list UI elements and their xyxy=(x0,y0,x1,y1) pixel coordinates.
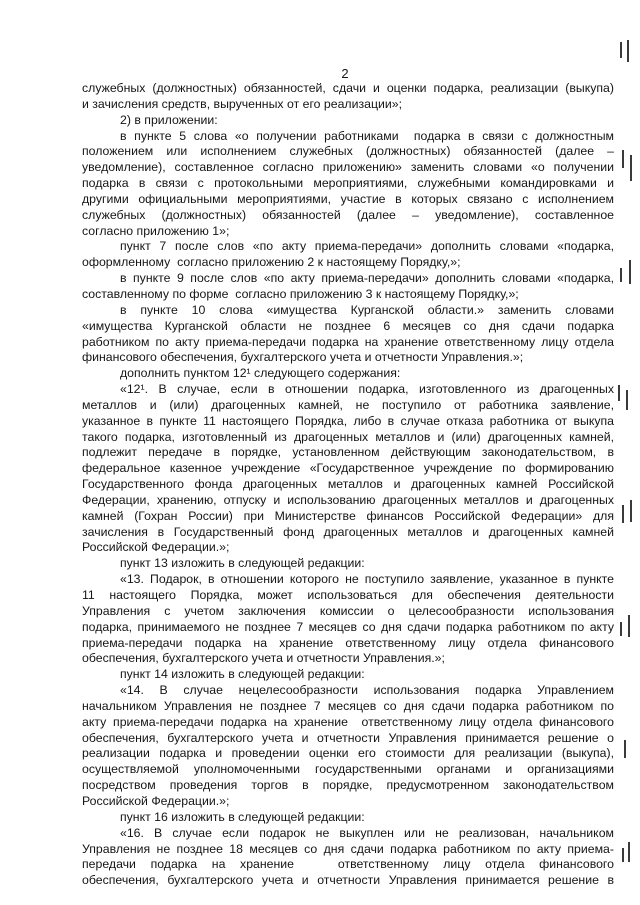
scan-edge-artifacts xyxy=(600,0,640,905)
scan-mark xyxy=(627,40,629,62)
text-line: финансового обеспечения, бухгалтерского учета и отчетности Управления.»; xyxy=(82,350,524,365)
text-line: осуществляемой уполномоченными государственными органами и организациями xyxy=(82,762,614,777)
scan-mark xyxy=(628,842,630,862)
text-line: акту приема-передачи подарка на хранение ответственному лицу отдела финансового xyxy=(82,714,614,729)
text-line: пункт 16 изложить в следующей редакции: xyxy=(120,809,365,824)
text-line: Российской Федерации.»; xyxy=(82,540,230,555)
scan-mark xyxy=(628,615,630,637)
text-line: дополнить пунктом 12¹ следующего содержания: xyxy=(120,366,401,381)
scan-mark xyxy=(622,848,624,862)
text-line: оформленному согласно приложению 2 к настоящему Порядку,»; xyxy=(82,255,461,270)
text-line: такого подарка, изготовленный из драгоценных металлов и (или) драгоценных камней, xyxy=(82,429,614,444)
text-line: Российской Федерации.»; xyxy=(82,793,230,808)
text-line: федеральное казенное учреждение «Государственное учреждение по формированию xyxy=(82,461,614,476)
text-line: камней (Гохран России) при Министерстве финансов Российской Федерации» для xyxy=(82,508,614,523)
text-line: уведомление), составленное согласно приложению» заменить словами «о получении xyxy=(82,160,614,175)
text-line: «16. В случае если подарок не выкуплен или не реализован, начальником xyxy=(120,825,614,840)
text-line: подарка в связи с протокольными мероприятиями, служебными командировками и xyxy=(82,176,614,191)
scan-mark xyxy=(622,505,624,523)
text-line: пункт 14 изложить в следующей редакции: xyxy=(120,667,365,682)
text-line: согласно приложению 1»; xyxy=(82,223,230,238)
text-line: составленному по форме согласно приложению 3 к настоящему Порядку,»; xyxy=(82,286,519,301)
scan-mark xyxy=(624,740,626,758)
text-line: работником по акту приема-передачи подарка на хранение ответственному лицу отдела xyxy=(82,334,614,349)
text-line: 2) в приложении: xyxy=(120,112,218,127)
text-line: «14. В случае нецелесообразности использования подарка Управлением xyxy=(120,683,614,698)
text-line: обеспечения, бухгалтерского учета и отчетности Управления.»; xyxy=(82,651,445,666)
text-line: и зачисления средств, вырученных от его реализации»; xyxy=(82,96,402,111)
text-line: «12¹. В случае, если в отношении подарка, изготовленного из драгоценных xyxy=(120,382,614,397)
scan-mark xyxy=(630,500,632,522)
text-line: пункт 13 изложить в следующей редакции: xyxy=(120,556,365,571)
text-line: приема-передачи подарка на хранение ответственному лицу отдела финансового xyxy=(82,635,614,650)
text-line: «имущества Курганской области не позднее 6 месяцев со дня сдачи подарка xyxy=(82,318,614,333)
text-line: подлежит передаче в порядке, установленном действующим законодательством, в xyxy=(82,445,614,460)
text-line: металлов и (или) драгоценных камней, не поступило от работника заявление, xyxy=(82,397,614,412)
text-line: подарка, принимаемого не позднее 7 месяцев со дня сдачи подарка работником по акту xyxy=(82,619,614,634)
scan-mark xyxy=(629,260,631,284)
scan-mark xyxy=(622,150,624,168)
text-line: посредством проведения торгов в порядке, предусмотренном законодательством xyxy=(82,778,614,793)
document-body xyxy=(82,81,614,889)
text-line: Управления не позднее 18 месяцев со дня сдачи подарка работником по акту приема- xyxy=(82,841,614,856)
text-line: пункт 7 после слов «по акту приема-передачи» дополнить словами «подарка, xyxy=(120,239,614,254)
text-line: Управления с учетом заключения комиссии о целесообразности использования xyxy=(82,603,614,618)
text-line: обеспечения, бухгалтерского учета и отчетности Управления принимается решение в xyxy=(82,873,614,888)
text-line: в пункте 10 слова «имущества Курганской области.» заменить словами xyxy=(120,302,614,317)
text-line: начальником Управления не позднее 7 месяцев со дня сдачи подарка работником по xyxy=(82,698,614,713)
text-line: положением или исполнением служебных (должностных) обязанностей (далее – xyxy=(82,144,614,159)
text-line: «13. Подарок, в отношении которого не поступило заявление, указанное в пункте xyxy=(120,572,614,587)
text-line: другими официальными мероприятиями, участие в которых связано с исполнением xyxy=(82,191,614,206)
text-line: служебных (должностных) обязанностей, сдачи и оценки подарка, реализации (выкупа) xyxy=(82,81,614,95)
text-line: указанное в пункте 11 настоящего Порядка, либо в случае отказа работника от выкупа xyxy=(82,413,614,428)
text-line: Федерации, хранению, отпуску и использованию драгоценных металлов и драгоценных xyxy=(82,492,614,507)
text-line: 11 настоящего Порядка, может использоваться для обеспечения деятельности xyxy=(82,588,614,602)
text-line: служебных (должностных) обязанностей (далее – уведомление), составленное xyxy=(82,207,614,222)
page-number: 2 xyxy=(341,66,349,81)
scan-mark xyxy=(626,390,628,410)
text-line: зачисления в Государственный фонд драгоценных металлов и драгоценных камней xyxy=(82,524,614,539)
scan-mark xyxy=(620,622,622,636)
text-line: обеспечения, бухгалтерского учета и отчетности Управления принимается решение о xyxy=(82,730,614,745)
scan-mark xyxy=(620,42,622,58)
scan-mark xyxy=(618,385,620,401)
scan-mark xyxy=(630,155,632,181)
text-line: передачи подарка на хранение ответственному лицу отдела финансового xyxy=(82,857,614,872)
text-line: реализации подарка и проведении оценки его стоимости для реализации (выкупа), xyxy=(82,746,614,761)
text-line: в пункте 9 после слов «по акту приема-передачи» дополнить словами «подарка, xyxy=(120,271,614,286)
text-line: в пункте 5 слова «о получении работниками подарка в связи с должностным xyxy=(120,128,614,143)
scan-mark xyxy=(620,268,622,282)
text-line: Государственного фонда драгоценных металлов и драгоценных камней Российской xyxy=(82,477,614,492)
